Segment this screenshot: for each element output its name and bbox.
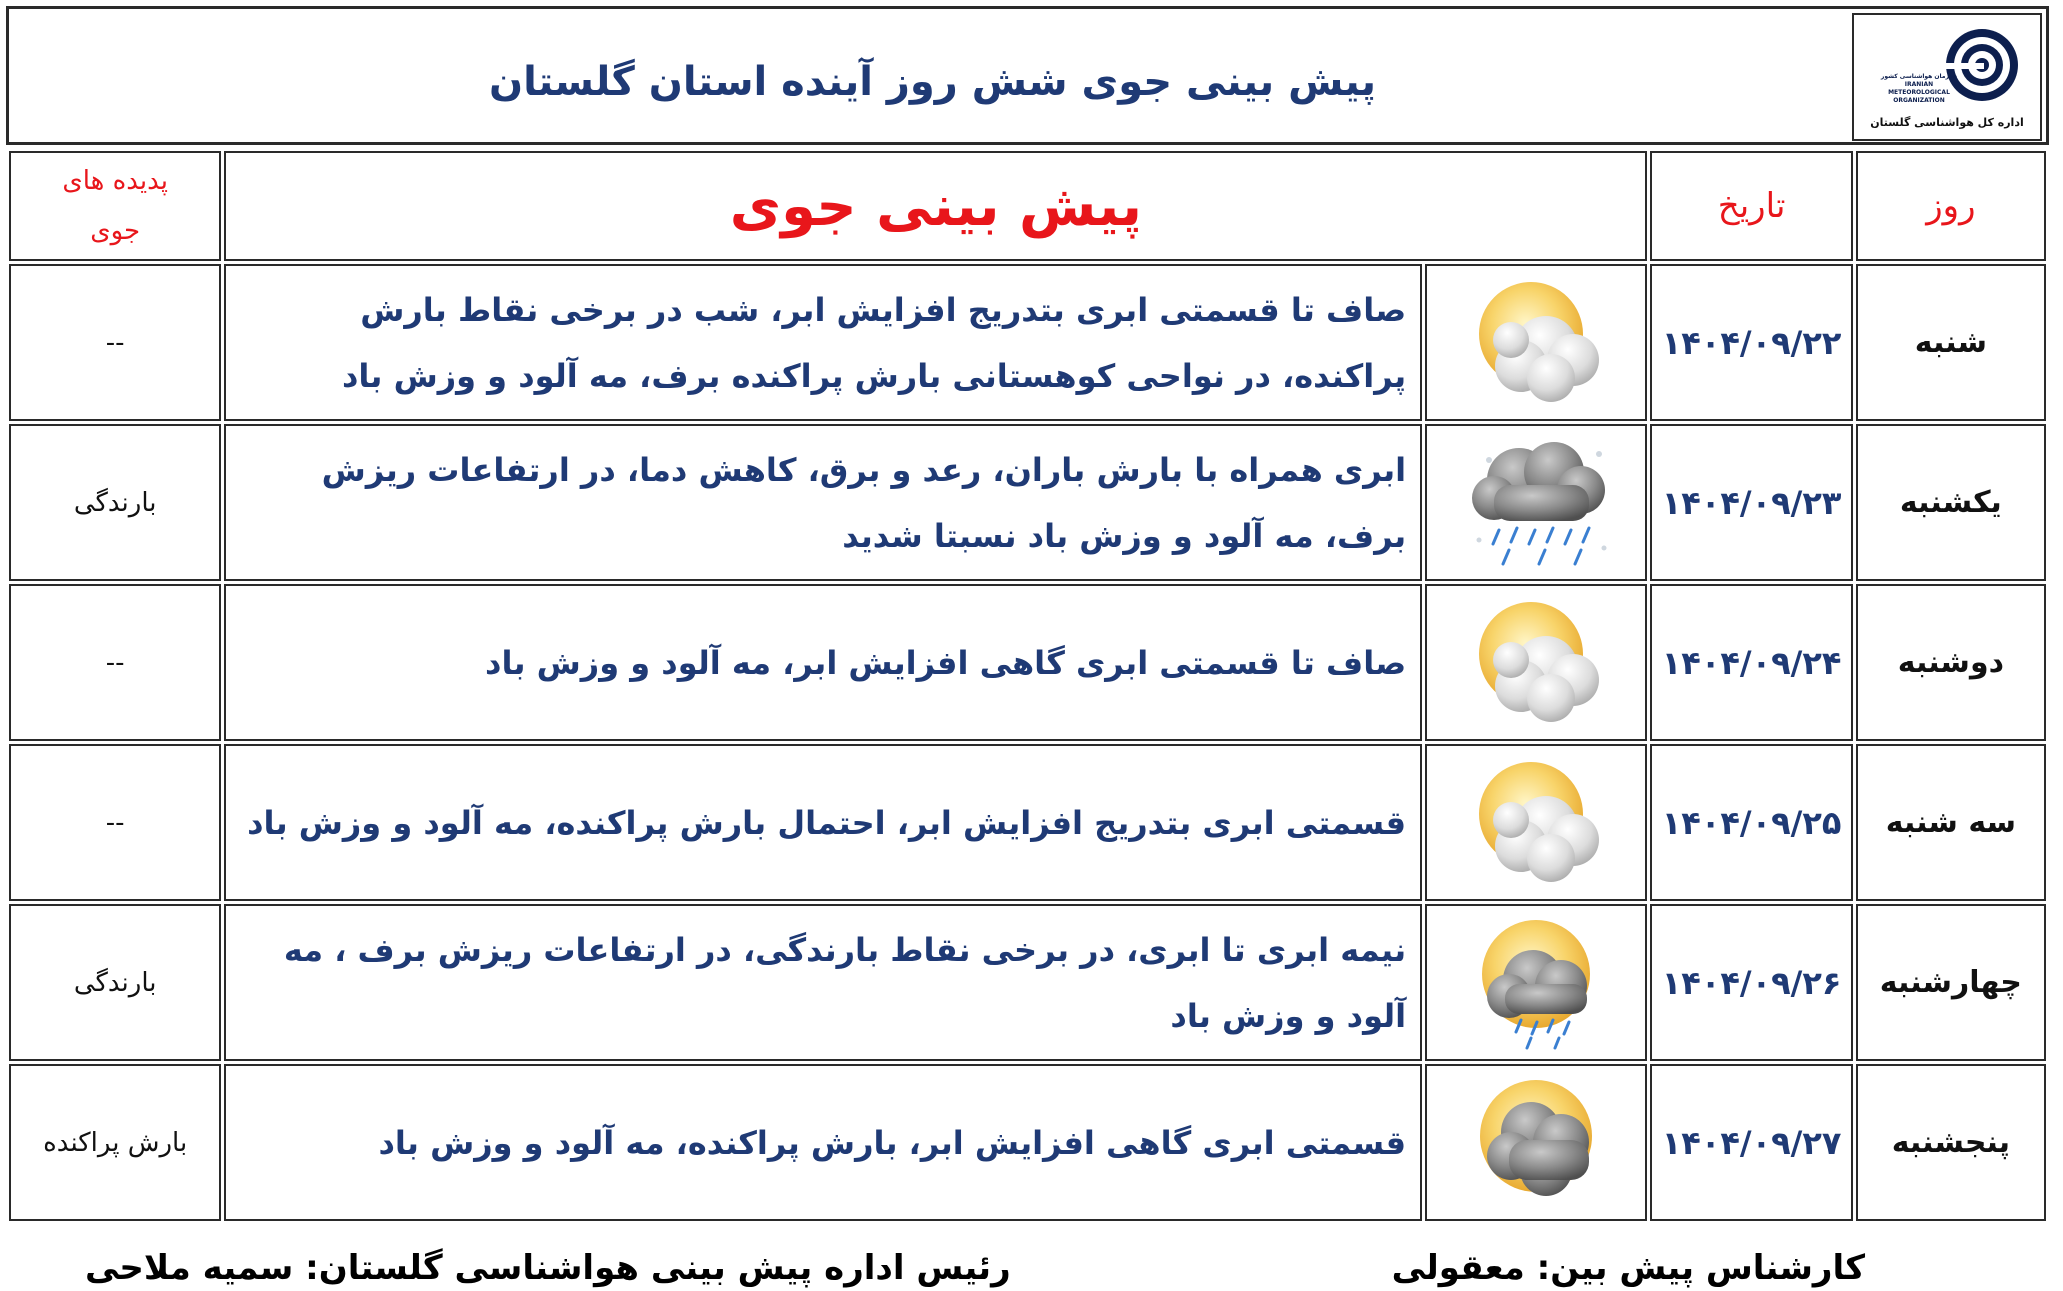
weather-icon-cell — [1425, 1064, 1647, 1221]
table-row — [9, 904, 2046, 1061]
table-row — [9, 424, 2046, 581]
day-cell: دوشنبه — [1856, 584, 2046, 741]
logo-org-text: سازمان هواشناسی کشور IRANIAN METEOROLOGICAL ORGANIZATION — [1880, 73, 1958, 104]
table-row — [9, 1064, 2046, 1221]
phenomena-cell: بارش پراکنده — [9, 1064, 221, 1221]
date-cell: ۱۴۰۴/۰۹/۲۴ — [1650, 584, 1852, 741]
forecast-text: صاف تا قسمتی ابری بتدریج افزایش ابر، شب در برخی نقاط بارش پراکنده، در نواحی کوهستانی بارش پراکنده برف، مه آلود و وزش باد — [224, 264, 1422, 421]
weather-icon-cell — [1425, 584, 1647, 741]
table-row — [9, 584, 2046, 741]
phenomena-cell: بارندگی — [9, 424, 221, 581]
header-forecast: پیش بینی جوی — [224, 151, 1647, 261]
weather-icon-cell — [1425, 264, 1647, 421]
partly-cloudy-sun-icon — [1461, 750, 1611, 895]
header-day: روز — [1856, 151, 2046, 261]
forecast-text: نیمه ابری تا ابری، در برخی نقاط بارندگی، در ارتفاعات ریزش برف ، مه آلود و وزش باد — [224, 904, 1422, 1061]
weather-icon-cell — [1425, 904, 1647, 1061]
header-box — [6, 6, 2049, 145]
day-cell: چهارشنبه — [1856, 904, 2046, 1061]
forecast-text: قسمتی ابری گاهی افزایش ابر، بارش پراکنده، مه آلود و وزش باد — [224, 1064, 1422, 1221]
partly-cloudy-sun-icon — [1461, 270, 1611, 415]
phenomena-cell: -- — [9, 584, 221, 741]
forecast-text: ابری همراه با بارش باران، رعد و برق، کاهش دما، در ارتفاعات ریزش برف، مه آلود و وزش باد نسبتا شدید — [224, 424, 1422, 581]
phenomena-cell: -- — [9, 744, 221, 901]
header-date: تاریخ — [1650, 151, 1852, 261]
date-cell: ۱۴۰۴/۰۹/۲۳ — [1650, 424, 1852, 581]
forecast-table — [6, 148, 2049, 1224]
day-cell: یکشنبه — [1856, 424, 2046, 581]
weather-icon-cell — [1425, 744, 1647, 901]
sun-cloud-rain-icon — [1461, 910, 1611, 1055]
phenomena-cell: -- — [9, 264, 221, 421]
table-header-row — [9, 151, 2046, 261]
date-cell: ۱۴۰۴/۰۹/۲۵ — [1650, 744, 1852, 901]
forecaster-signature: کارشناس پیش بین: معقولی — [1391, 1248, 1865, 1288]
department-head-signature: رئیس اداره پیش بینی هواشناسی گلستان: سمیه ملاحی — [85, 1248, 1011, 1288]
day-cell: شنبه — [1856, 264, 2046, 421]
day-cell: پنجشنبه — [1856, 1064, 2046, 1221]
forecast-text: قسمتی ابری بتدریج افزایش ابر، احتمال بارش پراکنده، مه آلود و وزش باد — [224, 744, 1422, 901]
table-row — [9, 744, 2046, 901]
logo-caption: اداره کل هواشناسی گلستان — [1870, 116, 2024, 129]
forecast-text: صاف تا قسمتی ابری گاهی افزایش ابر، مه آلود و وزش باد — [224, 584, 1422, 741]
phenomena-cell: بارندگی — [9, 904, 221, 1061]
header-phenomena: پدیده های جوی — [9, 151, 221, 261]
organization-logo — [1852, 13, 2042, 141]
weather-icon-cell — [1425, 424, 1647, 581]
rain-cloud-icon — [1459, 430, 1614, 575]
date-cell: ۱۴۰۴/۰۹/۲۷ — [1650, 1064, 1852, 1221]
day-cell: سه شنبه — [1856, 744, 2046, 901]
page-title: پیش بینی جوی شش روز آینده استان گلستان — [489, 59, 1376, 105]
date-cell: ۱۴۰۴/۰۹/۲۶ — [1650, 904, 1852, 1061]
mostly-cloudy-sun-icon — [1461, 1070, 1611, 1215]
date-cell: ۱۴۰۴/۰۹/۲۲ — [1650, 264, 1852, 421]
table-row — [9, 264, 2046, 421]
partly-cloudy-sun-icon — [1461, 590, 1611, 735]
